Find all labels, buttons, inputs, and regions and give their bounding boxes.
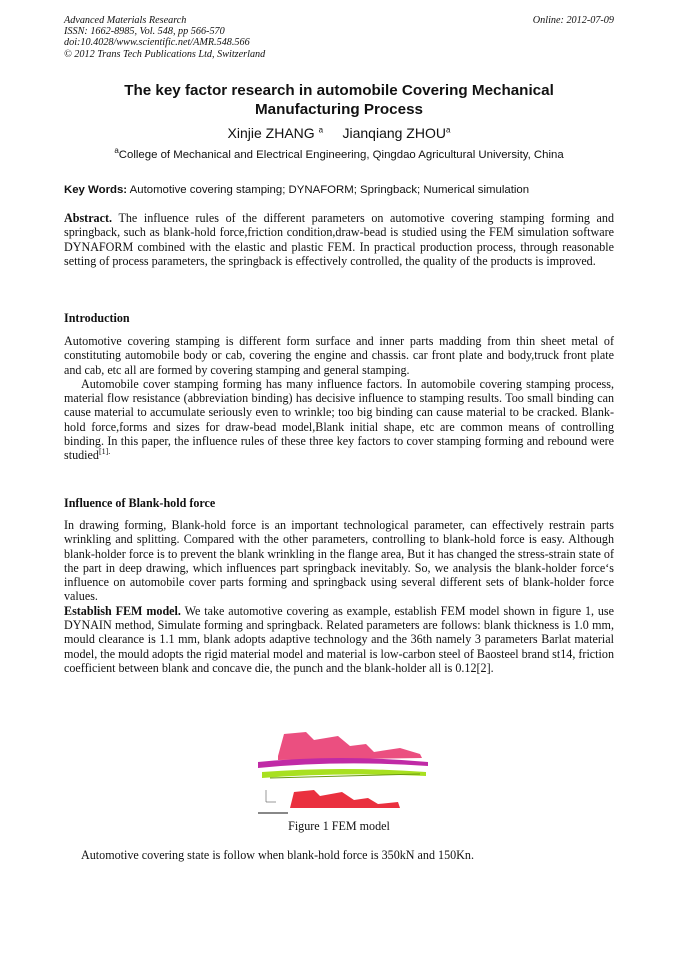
citation: [1]. bbox=[98, 447, 111, 457]
blank-hold-body bbox=[64, 518, 614, 675]
paragraph bbox=[64, 377, 614, 463]
journal-header bbox=[64, 15, 265, 60]
title-line-1: The key factor research in automobile Covering Mechanical bbox=[124, 82, 554, 99]
copyright-line: © 2012 Trans Tech Publications Ltd, Switzerland bbox=[64, 48, 266, 60]
paragraph-text: We take automotive covering as example, establish FEM model shown in figure 1, use DYNAIN method, Simulate forming and springback. Related parameters are follows: blank thickness is 1.0 mm, mould clearance is 1.1 mm, blank adopts adaptive technology and the 36th namely 3 parameters Barlat material model, the mould adopts the rigid material model and material is low-carbon steel of Baosteel brand st14, friction coefficient between blank and concave die, the punch and the blank-holder all is 0.12[2]. bbox=[64, 603, 614, 675]
doi-line: doi:10.4028/www.scientific.net/AMR.548.566 bbox=[64, 37, 250, 49]
paper-title bbox=[64, 81, 614, 119]
author-superscript: a bbox=[445, 125, 451, 135]
affiliation-superscript: a bbox=[114, 146, 119, 156]
affiliation bbox=[64, 146, 614, 161]
figure-caption: Figure 1 FEM model bbox=[288, 819, 390, 833]
author-superscript: a bbox=[318, 125, 324, 135]
online-date: Online: 2012-07-09 bbox=[532, 15, 614, 26]
punch-part bbox=[290, 790, 400, 808]
paragraph-text: Automobile cover stamping forming has many influence factors. In automobile covering stamping process, material flow resistance (abbreviation binding) has decisive influence to stamping results. Too small binding can cause material to accumulate seriously even to wrinkle; too big binding can cause material to be cracked. Blank-hold force,forms and sizes for draw-bead model,Blank initial shape, etc are common means of controlling binding. In this paper, the influence rules of these three key factors to cover stamping forming and rebound were studied bbox=[64, 376, 614, 463]
abstract-label: Abstract. bbox=[64, 211, 113, 225]
blank-holder bbox=[262, 769, 426, 778]
journal-name: Advanced Materials Research bbox=[64, 15, 187, 26]
author-name: Xinjie ZHANG bbox=[227, 125, 315, 141]
author-list bbox=[64, 125, 614, 141]
abstract bbox=[64, 211, 614, 268]
section-heading-blank-hold-force: Influence of Blank-hold force bbox=[64, 496, 216, 510]
scale-label bbox=[258, 812, 288, 814]
title-line-2: Manufacturing Process bbox=[255, 101, 423, 118]
paragraph: Automotive covering stamping is different form surface and inner parts madding from thin sheet metal of constituting automobile body or cab, covering the engine and chassis. car front plate and body,truck front plate and cab, etc all are formed by covering stamping and general stamping. bbox=[64, 334, 614, 377]
fem-model-figure bbox=[250, 728, 430, 820]
keywords-text: Automotive covering stamping; DYNAFORM; Springback; Numerical simulation bbox=[129, 184, 530, 196]
closing-sentence: Automotive covering state is follow when blank-hold force is 350kN and 150Kn. bbox=[81, 848, 474, 862]
die-part bbox=[278, 732, 422, 760]
introduction-body bbox=[64, 334, 614, 463]
author-name: Jianqiang ZHOU bbox=[342, 125, 446, 141]
paragraph: In drawing forming, Blank-hold force is an important technological parameter, can effectively restrain parts wrinkling and splitting. Compared with the other parameters, controlling to blank-hold force is easy. Although blank-holder force is to prevent the blank wrinkling in the flange area, But it has changed the stress-strain state of the part in deep drawing, which influences part springback inevitably. So, we analysis the blank-holder force‘s influence on automobile cover parts forming and springback using several different sets of blank-holder force values. bbox=[64, 518, 614, 604]
issn-line: ISSN: 1662-8985, Vol. 548, pp 566-570 bbox=[64, 26, 225, 38]
section-heading-introduction: Introduction bbox=[64, 311, 130, 325]
paragraph bbox=[64, 604, 614, 675]
subsection-label: Establish FEM model. bbox=[64, 603, 181, 618]
keywords-label: Key Words: bbox=[64, 184, 128, 196]
affiliation-text: College of Mechanical and Electrical Engineering, Qingdao Agricultural University, China bbox=[118, 149, 564, 161]
abstract-text: The influence rules of the different parameters on automotive covering stamping forming and springback, such as blank-hold force,friction condition,draw-bead is studied using the FEM simulation software DYNAFORM combined with the elastic and plastic FEM. In practical production process, through reasonable setting of process parameters, the springback is effectively controlled, the quality of the products is improved. bbox=[64, 211, 614, 268]
keywords bbox=[64, 184, 614, 196]
